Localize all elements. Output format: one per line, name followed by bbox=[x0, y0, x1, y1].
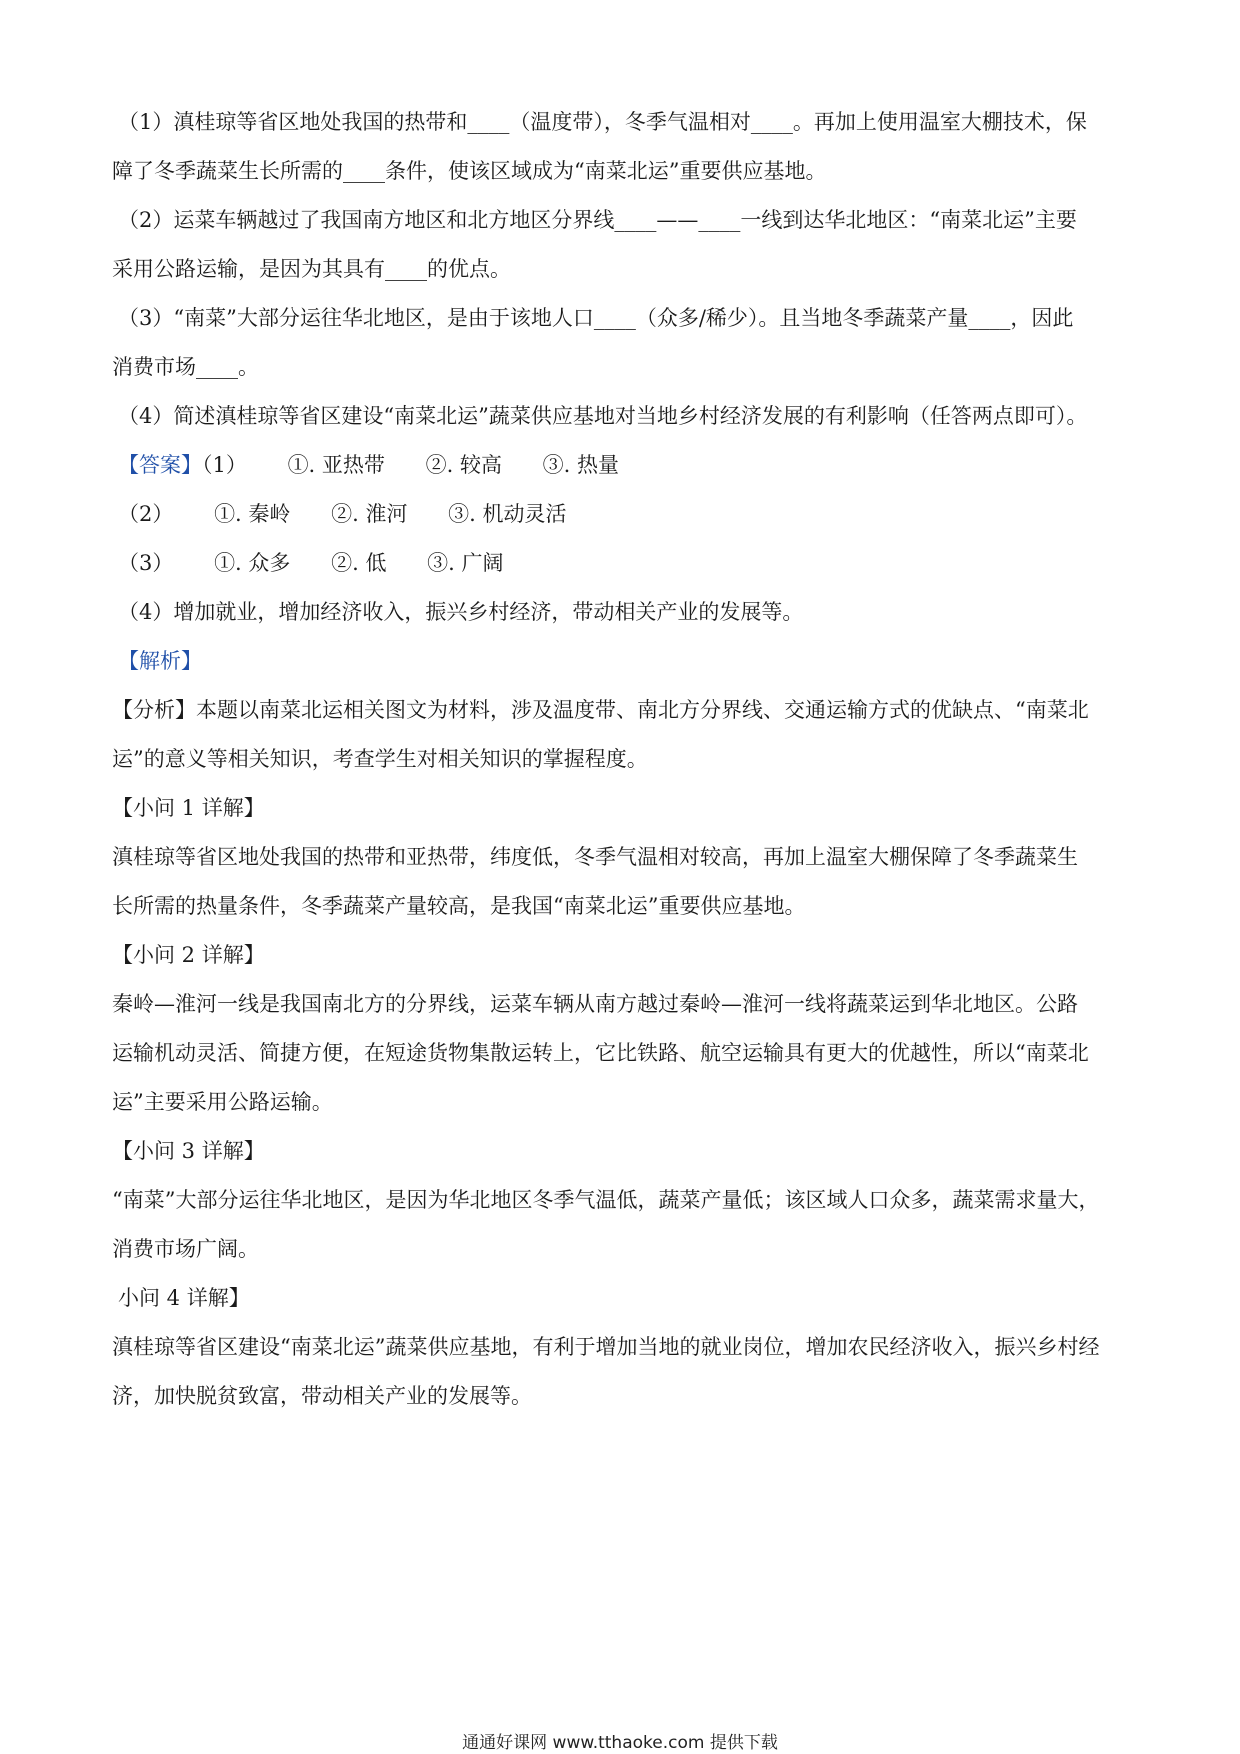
subquestion-4-line-1: 滇桂琼等省区建设“南菜北运”蔬菜供应基地，有利于增加当地的就业岗位，增加农民经济收入，振兴乡村经 bbox=[112, 1335, 1100, 1359]
question-3-line-2: 消费市场____。 bbox=[112, 355, 259, 379]
answer-2-option-1: ①. 秦岭 bbox=[214, 502, 291, 526]
question-2-line-2: 采用公路运输，是因为其具有____的优点。 bbox=[112, 257, 511, 281]
answer-2 bbox=[112, 490, 1132, 539]
subquestion-4-line-2: 济，加快脱贫致富，带动相关产业的发展等。 bbox=[112, 1384, 532, 1408]
question-3-line-1: （3）“南菜”大部分运往华北地区，是由于该地人口____（众多/稀少）。且当地冬季蔬菜产量____，因此 bbox=[118, 306, 1074, 330]
question-1-line-1: （1）滇桂琼等省区地处我国的热带和____（温度带），冬季气温相对____。再加上使用温室大棚技术，保 bbox=[118, 110, 1087, 134]
answer-2-option-2: ②. 淮河 bbox=[331, 502, 408, 526]
subquestion-2-line-1: 秦岭—淮河一线是我国南北方的分界线，运菜车辆从南方越过秦岭—淮河一线将蔬菜运到华北地区。公路 bbox=[112, 992, 1078, 1016]
subquestion-1-line-1: 滇桂琼等省区地处我国的热带和亚热带，纬度低，冬季气温相对较高，再加上温室大棚保障了冬季蔬菜生 bbox=[112, 845, 1078, 869]
answer-2-option-3: ③. 机动灵活 bbox=[448, 502, 567, 526]
answer-1-option-2: ②. 较高 bbox=[425, 453, 502, 477]
subquestion-3-line-1: “南菜”大部分运往华北地区，是因为华北地区冬季气温低，蔬菜产量低；该区域人口众多，蔬菜需求量大， bbox=[112, 1188, 1100, 1212]
subquestion-2-heading: 【小问 2 详解】 bbox=[112, 943, 265, 967]
answer-1-number: （1） bbox=[202, 453, 247, 477]
answer-3-option-1: ①. 众多 bbox=[214, 551, 291, 575]
answer-tag: 【答案】 bbox=[118, 453, 202, 477]
answer-1-option-1: ①. 亚热带 bbox=[287, 453, 385, 477]
subquestion-1-heading: 【小问 1 详解】 bbox=[112, 796, 265, 820]
analysis-tag: 【解析】 bbox=[118, 649, 202, 673]
answer-3-option-3: ③. 广阔 bbox=[427, 551, 504, 575]
analysis-summary-line-2: 运”的意义等相关知识，考查学生对相关知识的掌握程度。 bbox=[112, 747, 648, 771]
subquestion-3-line-2: 消费市场广阔。 bbox=[112, 1237, 259, 1261]
subquestion-3-heading: 【小问 3 详解】 bbox=[112, 1139, 265, 1163]
analysis-summary-line-1: 【分析】本题以南菜北运相关图文为材料，涉及温度带、南北方分界线、交通运输方式的优缺点、“南菜北 bbox=[112, 698, 1089, 722]
subquestion-2-line-2: 运输机动灵活、简捷方便，在短途货物集散运转上，它比铁路、航空运输具有更大的优越性，所以“南菜北 bbox=[112, 1041, 1089, 1065]
answer-3 bbox=[112, 539, 1132, 588]
download-footer: 通通好课网 www.tthaoke.com 提供下载 bbox=[462, 1733, 778, 1753]
question-1-line-2: 障了冬季蔬菜生长所需的____条件，使该区域成为“南菜北运”重要供应基地。 bbox=[112, 159, 827, 183]
question-2-line-1: （2）运菜车辆越过了我国南方地区和北方地区分界线____——____一线到达华北地区：“南菜北运”主要 bbox=[118, 208, 1077, 232]
question-4-line-1: （4）简述滇桂琼等省区建设“南菜北运”蔬菜供应基地对当地乡村经济发展的有利影响（任答两点即可）。 bbox=[118, 404, 1088, 428]
subquestion-1-line-2: 长所需的热量条件，冬季蔬菜产量较高，是我国“南菜北运”重要供应基地。 bbox=[112, 894, 806, 918]
answer-3-option-2: ②. 低 bbox=[331, 551, 387, 575]
answer-1-option-3: ③. 热量 bbox=[542, 453, 620, 477]
subquestion-4-heading: 小问 4 详解】 bbox=[118, 1286, 250, 1310]
answer-2-number: （2） bbox=[118, 502, 174, 526]
answer-1 bbox=[112, 441, 1132, 490]
answer-3-number: （3） bbox=[118, 551, 174, 575]
answer-4: （4）增加就业，增加经济收入，振兴乡村经济，带动相关产业的发展等。 bbox=[118, 600, 804, 624]
document-body bbox=[112, 98, 1132, 1421]
subquestion-2-line-3: 运”主要采用公路运输。 bbox=[112, 1090, 333, 1114]
